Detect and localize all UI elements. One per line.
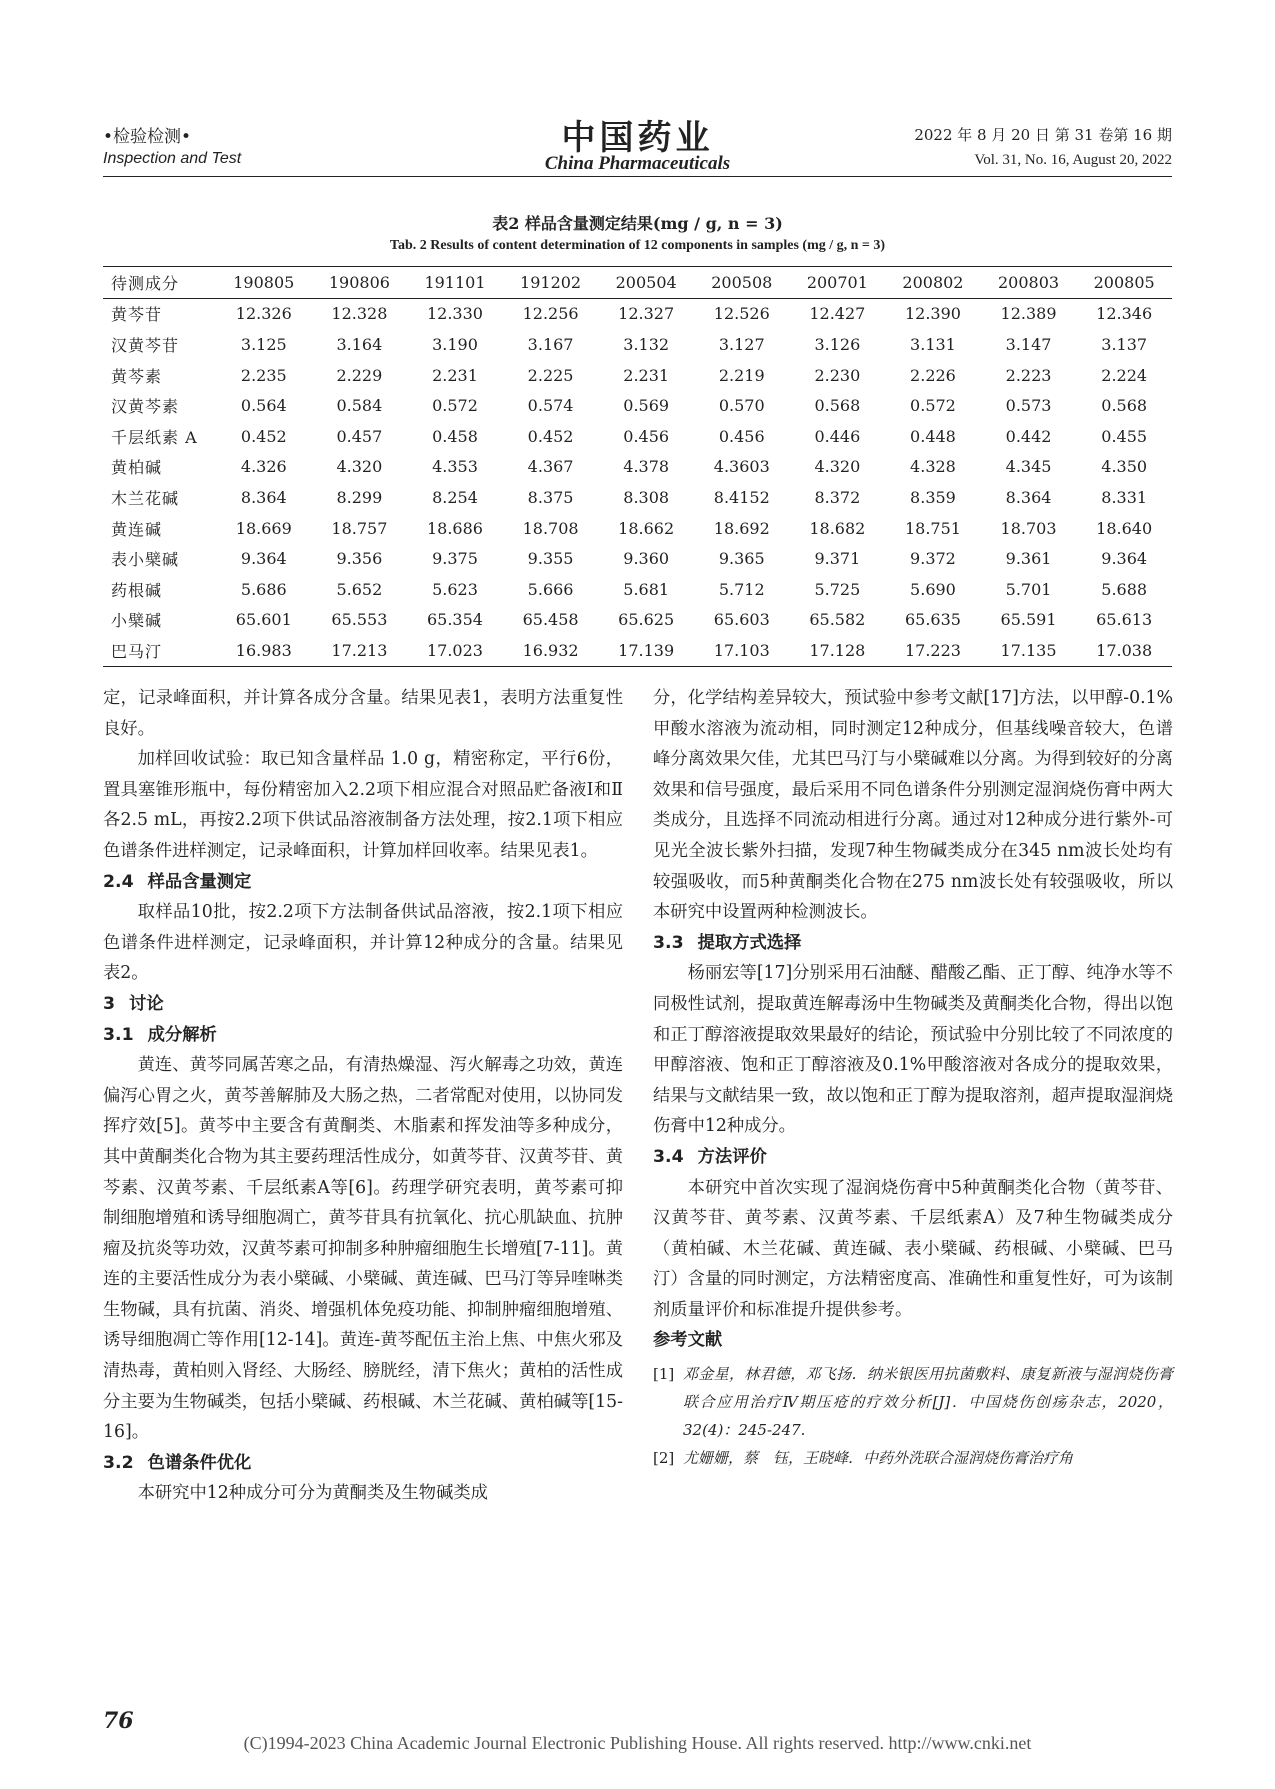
value-cell: 8.375 — [527, 487, 574, 507]
value-cell: 65.635 — [904, 610, 961, 630]
table-row — [103, 421, 1172, 452]
value-cell: 0.570 — [718, 396, 765, 416]
reference-item — [653, 1360, 1173, 1444]
value-cell: 65.625 — [618, 610, 675, 630]
value-cell: 5.681 — [623, 579, 670, 599]
value-cell: 3.126 — [814, 334, 861, 354]
value-cell: 2.223 — [1005, 365, 1052, 385]
value-cell: 8.308 — [623, 487, 670, 507]
table-row — [103, 452, 1172, 483]
value-cell: 0.572 — [432, 396, 478, 416]
value-cell: 0.574 — [527, 396, 574, 416]
reference-list — [653, 1360, 1173, 1472]
table-body — [103, 298, 1172, 666]
table-row — [103, 635, 1172, 666]
value-cell: 18.682 — [809, 518, 866, 538]
left-column — [103, 683, 623, 1509]
value-cell: 4.328 — [910, 457, 956, 477]
value-cell: 9.356 — [336, 549, 383, 569]
value-cell: 17.223 — [904, 640, 961, 660]
references-heading: 参考文献 — [653, 1330, 723, 1351]
column-header-batch: 200504 — [615, 272, 677, 292]
value-cell: 3.132 — [623, 334, 670, 354]
value-cell: 4.353 — [432, 457, 478, 477]
section-heading — [103, 989, 623, 1020]
value-cell: 18.692 — [713, 518, 770, 538]
value-cell: 65.601 — [235, 610, 292, 630]
column-header-batch: 200803 — [998, 272, 1060, 292]
section-number: 3 — [103, 993, 116, 1014]
value-cell: 8.364 — [1005, 487, 1052, 507]
value-cell: 18.662 — [618, 518, 675, 538]
value-cell: 2.230 — [814, 365, 861, 385]
value-cell: 2.231 — [623, 365, 670, 385]
value-cell: 0.568 — [814, 396, 861, 416]
value-cell: 3.131 — [910, 334, 956, 354]
component-name-cell: 小檗碱 — [111, 611, 163, 631]
table-row — [103, 360, 1172, 391]
section-number: 3.3 — [653, 932, 684, 953]
section-label-en: Inspection and Test — [103, 150, 242, 167]
value-cell: 65.354 — [426, 610, 483, 630]
section-heading — [653, 928, 1173, 959]
value-cell: 0.448 — [910, 426, 956, 446]
value-cell: 4.345 — [1005, 457, 1052, 477]
value-cell: 2.219 — [718, 365, 765, 385]
value-cell: 0.442 — [1005, 426, 1052, 446]
section-number: 2.4 — [103, 871, 134, 892]
section-number: 3.2 — [103, 1452, 134, 1473]
value-cell: 0.452 — [527, 426, 574, 446]
right-column — [653, 683, 1173, 1472]
table-row — [103, 543, 1172, 574]
section-number: 3.4 — [653, 1146, 684, 1167]
value-cell: 18.708 — [522, 518, 579, 538]
table-caption-en: Tab. 2 Results of content determination of 12 components in samples (mg / g, n = 3) — [389, 238, 886, 253]
section-heading — [653, 1142, 1173, 1173]
value-cell: 17.128 — [809, 640, 866, 660]
value-cell: 4.378 — [623, 457, 670, 477]
paragraph: 黄连、黄芩同属苦寒之品，有清热燥湿、泻火解毒之功效，黄连偏泻心胃之火，黄芩善解肺及大肠之热，二者常配对使用，以协同发挥疗效[5]。黄芩中主要含有黄酮类、木脂素和挥发油等多种成分，其中黄酮类化合物为其主要药理活性成分，如黄芩苷、汉黄芩苷、黄芩素、汉黄芩素、千层纸素A等[6]。药理学研究表明，黄芩素可抑制细胞增殖和诱导细胞凋亡，黄芩苷具有抗氧化、抗心肌缺血、抗肿瘤及抗炎等功效，汉黄芩素可抑制多种肿瘤细胞生长增殖[7-11]。黄连的主要活性成分为表小檗碱、小檗碱、黄连碱、巴马汀等异喹啉类生物碱，具有抗菌、消炎、增强机体免疫功能、抑制肿瘤细胞增殖、诱导细胞凋亡等作用[12-14]。黄连-黄芩配伍主治上焦、中焦火邪及清热毒，黄柏则入肾经、大肠经、膀胱经，清下焦火；黄柏的活性成分主要为生物碱类，包括小檗碱、药根碱、木兰花碱、黄柏碱等[15-16]。 — [103, 1055, 623, 1443]
section-title: 提取方式选择 — [697, 932, 802, 953]
component-name-cell: 黄芩苷 — [111, 305, 163, 325]
value-cell: 0.573 — [1005, 396, 1052, 416]
value-cell: 17.139 — [618, 640, 675, 660]
paragraph: 取样品10批，按2.2项下方法制备供试品溶液，按2.1项下相应色谱条件进样测定，记录峰面积，并计算12种成分的含量。结果见表2。 — [103, 902, 623, 984]
value-cell: 5.652 — [336, 579, 383, 599]
issue-date-en: Vol. 31, No. 16, August 20, 2022 — [974, 152, 1172, 168]
value-cell: 0.456 — [718, 426, 765, 446]
value-cell: 8.4152 — [713, 487, 770, 507]
value-cell: 12.390 — [904, 304, 961, 324]
reference-number: [2] — [653, 1449, 675, 1468]
value-cell: 9.365 — [718, 549, 765, 569]
component-name-cell: 黄柏碱 — [111, 458, 163, 478]
value-cell: 12.327 — [618, 304, 675, 324]
table-row — [103, 298, 1172, 329]
value-cell: 0.568 — [1101, 396, 1148, 416]
value-cell: 9.364 — [1101, 549, 1148, 569]
value-cell: 4.320 — [336, 457, 383, 477]
value-cell: 0.457 — [336, 426, 383, 446]
component-name-cell: 表小檗碱 — [111, 550, 180, 570]
value-cell: 5.623 — [432, 579, 478, 599]
value-cell: 9.371 — [814, 549, 861, 569]
paragraph: 杨丽宏等[17]分别采用石油醚、醋酸乙酯、正丁醇、纯净水等不同极性试剂，提取黄连解毒汤中生物碱类及黄酮类化合物，得出以饱和正丁醇溶液提取效果最好的结论，预试验中分别比较了不同浓度的甲醇溶液、饱和正丁醇溶液及0.1%甲酸溶液对各成分的提取效果，结果与文献结果一致，故以饱和正丁醇为提取溶剂，超声提取湿润烧伤膏中12种成分。 — [653, 963, 1173, 1137]
value-cell: 17.038 — [1096, 640, 1153, 660]
table-header-row — [103, 267, 1172, 299]
table-caption-cn: 表2 样品含量测定结果(mg / g, n = 3) — [492, 214, 783, 233]
value-cell: 5.725 — [814, 579, 861, 599]
value-cell: 5.701 — [1005, 579, 1052, 599]
value-cell: 0.564 — [240, 396, 287, 416]
value-cell: 8.331 — [1101, 487, 1148, 507]
value-cell: 2.226 — [910, 365, 956, 385]
value-cell: 4.367 — [527, 457, 574, 477]
journal-title-cn: 中国药业 — [561, 118, 714, 158]
value-cell: 3.125 — [240, 334, 287, 354]
value-cell: 0.446 — [814, 426, 861, 446]
journal-title-en: China Pharmaceuticals — [544, 153, 731, 174]
value-cell: 5.690 — [910, 579, 956, 599]
column-header-batch: 200805 — [1093, 272, 1155, 292]
value-cell: 18.640 — [1096, 518, 1153, 538]
value-cell: 3.190 — [432, 334, 478, 354]
paragraph: 定，记录峰面积，并计算各成分含量。结果见表1，表明方法重复性良好。 — [103, 688, 623, 739]
value-cell: 5.712 — [718, 579, 765, 599]
reference-text: 邓金星，林君德，邓飞扬．纳米银医用抗菌敷料、康复新液与湿润烧伤膏联合应用治疗Ⅳ期压疮的疗效分析[J]．中国烧伤创疡杂志，2020，32(4)：245-247. — [683, 1365, 1173, 1440]
value-cell: 4.3603 — [713, 457, 770, 477]
section-number: 3.1 — [103, 1024, 134, 1045]
value-cell: 16.932 — [522, 640, 579, 660]
value-cell: 3.127 — [718, 334, 765, 354]
column-header-batch: 191101 — [424, 272, 486, 292]
value-cell: 65.613 — [1096, 610, 1153, 630]
value-cell: 4.350 — [1101, 457, 1148, 477]
value-cell: 65.458 — [522, 610, 579, 630]
section-heading — [103, 867, 623, 898]
value-cell: 0.455 — [1101, 426, 1148, 446]
column-header-component: 待测成分 — [111, 273, 180, 293]
copyright-notice: (C)1994-2023 China Academic Journal Electronic Publishing House. All rights reserved. http://www.cnki.net — [243, 1733, 1032, 1753]
value-cell: 65.603 — [713, 610, 770, 630]
value-cell: 2.225 — [527, 365, 574, 385]
section-title: 样品含量测定 — [147, 871, 252, 892]
reference-number: [1] — [653, 1365, 675, 1384]
value-cell: 9.372 — [910, 549, 956, 569]
section-heading — [103, 1448, 623, 1479]
value-cell: 0.456 — [623, 426, 670, 446]
value-cell: 12.326 — [235, 304, 292, 324]
paragraph: 本研究中12种成分可分为黄酮类及生物碱类成 — [137, 1483, 488, 1504]
component-name-cell: 黄芩素 — [111, 366, 163, 386]
value-cell: 12.256 — [522, 304, 579, 324]
component-name-cell: 药根碱 — [111, 580, 163, 600]
value-cell: 65.582 — [809, 610, 866, 630]
content-table — [103, 266, 1172, 667]
section-title: 色谱条件优化 — [147, 1452, 252, 1473]
value-cell: 16.983 — [235, 640, 292, 660]
value-cell: 18.686 — [426, 518, 483, 538]
section-title: 方法评价 — [697, 1146, 767, 1167]
paragraph: 加样回收试验：取已知含量样品 1.0 g，精密称定，平行6份，置具塞锥形瓶中，每份精密加入2.2项下相应混合对照品贮备液Ⅰ和Ⅱ各2.5 mL，再按2.2项下供试品溶液制备方法处理，按2.1项下相应色谱条件进样测定，记录峰面积，计算加样回收率。结果见表1。 — [103, 749, 623, 861]
value-cell: 8.299 — [336, 487, 383, 507]
value-cell: 12.427 — [809, 304, 866, 324]
value-cell: 5.686 — [240, 579, 287, 599]
page-number: 76 — [103, 1708, 134, 1734]
section-title: 讨论 — [129, 993, 164, 1014]
value-cell: 4.320 — [814, 457, 861, 477]
component-name-cell: 汉黄芩苷 — [111, 335, 180, 355]
value-cell: 3.164 — [336, 334, 383, 354]
value-cell: 8.254 — [432, 487, 478, 507]
component-name-cell: 汉黄芩素 — [111, 397, 180, 417]
value-cell: 9.375 — [432, 549, 478, 569]
table-row — [103, 390, 1172, 421]
component-name-cell: 黄连碱 — [111, 519, 163, 539]
value-cell: 12.346 — [1096, 304, 1153, 324]
value-cell: 12.526 — [713, 304, 770, 324]
value-cell: 17.213 — [331, 640, 388, 660]
value-cell: 2.235 — [240, 365, 287, 385]
column-header-batch: 190805 — [233, 272, 295, 292]
value-cell: 18.669 — [235, 518, 292, 538]
column-header-batch: 200802 — [902, 272, 964, 292]
section-label-cn: •检验检测• — [103, 127, 192, 147]
value-cell: 3.167 — [527, 334, 574, 354]
value-cell: 8.359 — [910, 487, 956, 507]
table-row — [103, 574, 1172, 605]
reference-item — [653, 1444, 1173, 1472]
column-header-batch: 191202 — [520, 272, 582, 292]
value-cell: 17.103 — [713, 640, 770, 660]
value-cell: 9.355 — [527, 549, 574, 569]
value-cell: 65.553 — [331, 610, 388, 630]
value-cell: 18.703 — [1000, 518, 1057, 538]
value-cell: 9.364 — [240, 549, 287, 569]
value-cell: 17.023 — [426, 640, 483, 660]
value-cell: 2.229 — [336, 365, 383, 385]
section-heading — [103, 1020, 623, 1051]
section-title: 成分解析 — [147, 1024, 217, 1045]
component-name-cell: 千层纸素 A — [111, 427, 198, 447]
value-cell: 5.666 — [527, 579, 574, 599]
header-divider — [103, 176, 1172, 177]
value-cell: 18.751 — [904, 518, 961, 538]
value-cell: 0.452 — [240, 426, 287, 446]
value-cell: 9.360 — [623, 549, 670, 569]
component-name-cell: 巴马汀 — [111, 641, 163, 661]
value-cell: 5.688 — [1101, 579, 1148, 599]
reference-text: 尤姗姗，蔡 钰，王晓峰．中药外洗联合湿润烧伤膏治疗角 — [683, 1449, 1074, 1468]
value-cell: 12.389 — [1000, 304, 1057, 324]
table-row — [103, 482, 1172, 513]
table-row — [103, 513, 1172, 544]
value-cell: 9.361 — [1005, 549, 1052, 569]
value-cell: 12.328 — [331, 304, 388, 324]
value-cell: 0.458 — [432, 426, 478, 446]
value-cell: 17.135 — [1000, 640, 1057, 660]
value-cell: 18.757 — [331, 518, 388, 538]
column-header-batch: 200508 — [711, 272, 773, 292]
value-cell: 2.224 — [1101, 365, 1148, 385]
table-row — [103, 329, 1172, 360]
column-header-batch: 200701 — [806, 272, 868, 292]
issue-date-cn: 2022 年 8 月 20 日 第 31 卷第 16 期 — [914, 126, 1172, 144]
paragraph: 本研究中首次实现了湿润烧伤膏中5种黄酮类化合物（黄芩苷、汉黄芩苷、黄芩素、汉黄芩素、千层纸素A）及7种生物碱类成分（黄柏碱、木兰花碱、黄连碱、表小檗碱、药根碱、小檗碱、巴马汀）含量的同时测定，方法精密度高、准确性和重复性好，可为该制剂质量评价和标准提升提供参考。 — [653, 1177, 1173, 1320]
value-cell: 4.326 — [240, 457, 287, 477]
value-cell: 12.330 — [426, 304, 483, 324]
value-cell: 3.137 — [1101, 334, 1148, 354]
value-cell: 8.372 — [814, 487, 861, 507]
value-cell: 8.364 — [240, 487, 287, 507]
value-cell: 0.572 — [910, 396, 956, 416]
paragraph: 分，化学结构差异较大，预试验中参考文献[17]方法，以甲醇-0.1%甲酸水溶液为流动相，同时测定12种成分，但基线噪音较大，色谱峰分离效果欠佳，尤其巴马汀与小檗碱难以分离。为得到较好的分离效果和信号强度，最后采用不同色谱条件分别测定湿润烧伤膏中两大类成分，且选择不同流动相进行分离。通过对12种成分进行紫外-可见光全波长紫外扫描，发现7种生物碱类成分在345 nm波长处均有较强吸收，而5种黄酮类化合物在275 nm波长处有较强吸收，所以本研究中设置两种检测波长。 — [653, 688, 1173, 923]
column-header-batch: 190806 — [328, 272, 390, 292]
component-name-cell: 木兰花碱 — [111, 488, 180, 508]
value-cell: 3.147 — [1005, 334, 1052, 354]
value-cell: 0.569 — [623, 396, 670, 416]
value-cell: 2.231 — [432, 365, 478, 385]
table-row — [103, 605, 1172, 636]
value-cell: 65.591 — [1000, 610, 1057, 630]
value-cell: 0.584 — [336, 396, 383, 416]
